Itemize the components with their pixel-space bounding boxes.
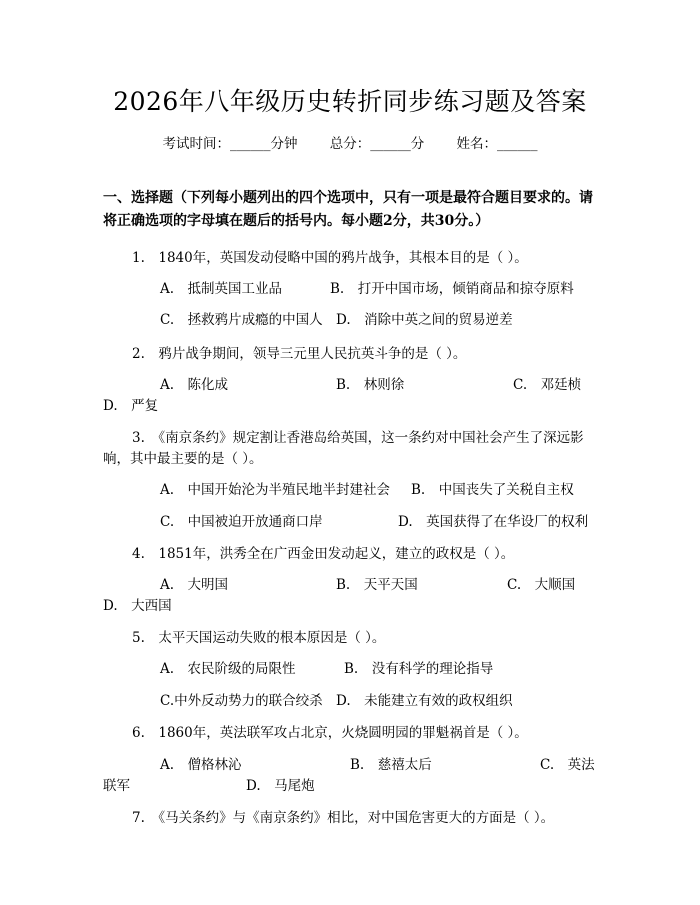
question-6-option-b: B. 慈禧太后 (350, 757, 432, 773)
question-1-stem: 1. 1840年，英国发动侵略中国的鸦片战争，其根本目的是（ ）。 (132, 250, 528, 266)
question-4-option-d: D. 大西国 (103, 598, 172, 614)
question-4-option-a: A. 大明国 (160, 577, 229, 593)
question-2-stem: 2. 鸦片战争期间，领导三元里人民抗英斗争的是（ ）。 (132, 346, 467, 362)
exam-time-field: 考试时间：______分钟 (162, 136, 298, 152)
question-4-stem: 4. 1851年，洪秀全在广西金田发动起义，建立的政权是（ ）。 (132, 546, 515, 562)
student-name-field: 姓名：______ (456, 136, 538, 152)
question-3-stem-line-1: 3. 《南京条约》规定割让香港岛给英国，这一条约对中国社会产生了深远影 (132, 430, 584, 446)
question-1-option-c: C. 拯救鸦片成瘾的中国人 (160, 312, 323, 328)
section-heading: 一、选择题（下列每小题列出的四个选项中，只有一项是最符合题目要求的。请将正确选项的字母填在题后的括号内。每小题2分，共30分。） (103, 190, 593, 229)
question-4-option-c: C. 大顺国 (507, 577, 576, 593)
question-3-option-a: A. 中国开始沦为半殖民地半封建社会 (160, 482, 391, 498)
question-3-stem-line-2: 响，其中最主要的是（ ）。 (103, 451, 263, 467)
question-1-option-a: A. 抵制英国工业品 (160, 281, 283, 297)
total-score-field: 总分：______分 (329, 136, 425, 152)
question-2-option-d: D. 严复 (103, 398, 159, 414)
exam-title: 2026年八年级历史转折同步练习题及答案 (113, 87, 587, 116)
question-4-option-b: B. 天平天国 (336, 577, 418, 593)
question-6-option-c: C. 英法 (540, 757, 595, 773)
question-6-option-a: A. 僧格林沁 (160, 757, 242, 773)
question-6-option-c-continued: 联军 (103, 778, 130, 794)
question-2-option-b: B. 林则徐 (336, 377, 405, 393)
question-3-option-b: B. 中国丧失了关税自主权 (411, 482, 574, 498)
question-6-stem: 6. 1860年，英法联军攻占北京，火烧圆明园的罪魁祸首是（ ）。 (132, 725, 528, 741)
question-7-stem: 7. 《马关条约》与《南京条约》相比，对中国危害更大的方面是（ ）。 (132, 810, 555, 826)
question-3-option-d: D. 英国获得了在华设厂的权利 (398, 514, 589, 530)
question-6-option-d: D. 马尾炮 (246, 778, 315, 794)
question-5-option-d: D. 未能建立有效的政权组织 (336, 693, 513, 709)
question-2-option-c: C. 邓廷桢 (513, 377, 582, 393)
question-5-option-b: B. 没有科学的理论指导 (344, 661, 494, 677)
exam-meta (0, 132, 700, 152)
question-5-option-a: A. 农民阶级的局限性 (160, 661, 296, 677)
question-5-stem: 5. 太平天国运动失败的根本原因是（ ）。 (132, 630, 386, 646)
question-1-option-b: B. 打开中国市场，倾销商品和掠夺原料 (330, 281, 574, 297)
question-3-option-c: C. 中国被迫开放通商口岸 (160, 514, 323, 530)
question-1-option-d: D. 消除中英之间的贸易逆差 (336, 312, 513, 328)
question-2-option-a: A. 陈化成 (160, 377, 229, 393)
question-5-option-c: C.中外反动势力的联合绞杀 (160, 693, 323, 709)
